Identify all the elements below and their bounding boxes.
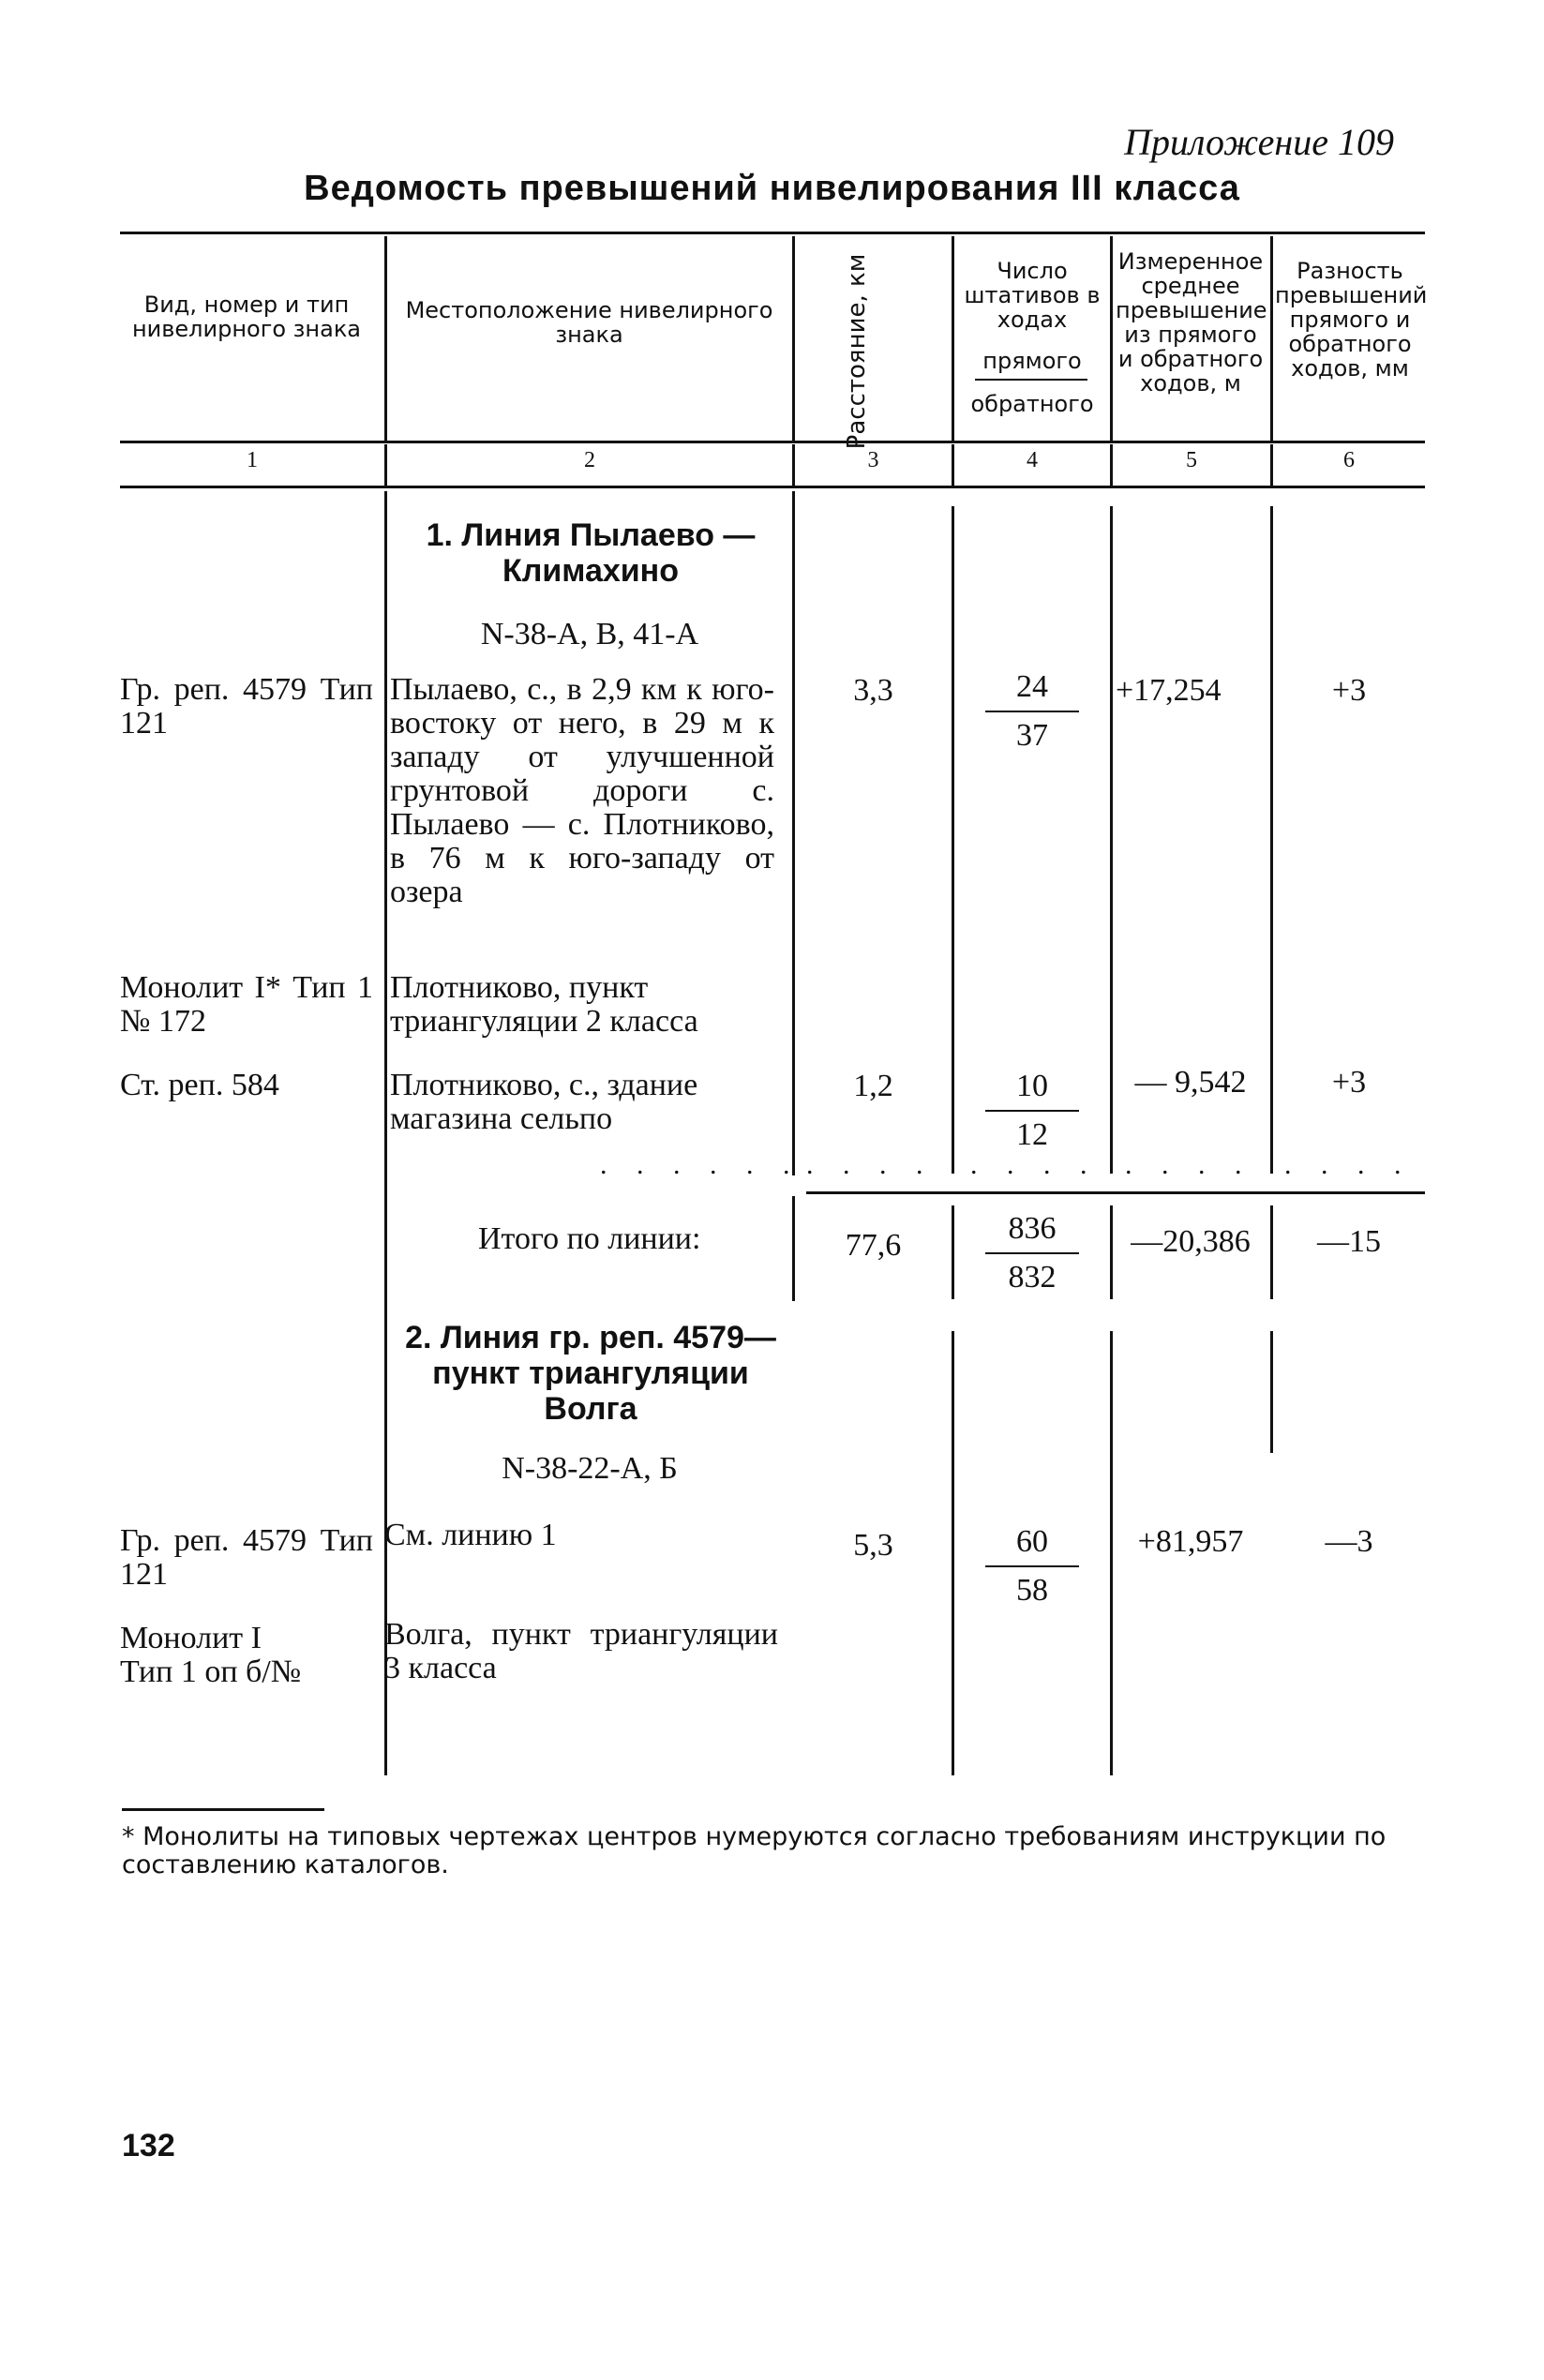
ellipsis-col6: . . . . — [1284, 1149, 1413, 1180]
row1-diff: +3 — [1331, 673, 1367, 708]
body-sep-4a — [1110, 506, 1113, 1174]
header-col4-forward: прямого — [982, 348, 1082, 374]
line1-sheet: N-38-A, B, 41-A — [480, 617, 699, 651]
totals-top-rule — [806, 1191, 1425, 1194]
row3-height: — 9,542 — [1134, 1065, 1247, 1100]
l2row1-forward: 60 — [1016, 1524, 1048, 1559]
header-col6: Разность превышений прямого и обратного ходов, мм — [1275, 258, 1428, 382]
l2row1-diff: —3 — [1325, 1524, 1373, 1559]
row1-height: +17,254 — [1116, 673, 1222, 708]
page-number: 132 — [122, 2128, 175, 2163]
row1-forward: 24 — [1016, 669, 1048, 704]
l2row2-location: Волга, пункт триангуляции 3 класса — [384, 1617, 778, 1685]
row3-setups — [954, 1069, 1110, 1153]
total-fraction-bar — [985, 1252, 1079, 1254]
row3-forward: 10 — [1016, 1069, 1048, 1103]
hdr-sep-3 — [952, 236, 954, 441]
ellipsis-col2: . . . . . . — [600, 1149, 802, 1180]
colnum-3: 3 — [867, 448, 879, 472]
page-title: Ведомость превышений нивелирования III класса — [304, 169, 1240, 208]
row1-back: 37 — [1016, 718, 1048, 753]
hdr-sep-2 — [792, 236, 795, 441]
line2-title: 2. Линия гр. реп. 4579— пункт триангуляции Волга — [405, 1320, 776, 1427]
ellipsis-col4: . . . . — [970, 1149, 1099, 1180]
ellipsis-col5: . . . . — [1125, 1149, 1253, 1180]
row3-sign: Ст. реп. 584 — [120, 1068, 279, 1102]
row3-diff: +3 — [1331, 1065, 1367, 1100]
total-label: Итого по линии: — [478, 1221, 701, 1256]
line1-title: 1. Линия Пылаево — Климахино — [426, 517, 756, 589]
l2row1-sign: Гр. реп. 4579 Тип 121 — [120, 1523, 373, 1592]
total-back: 832 — [1008, 1260, 1057, 1295]
footnote: * Монолиты на типовых чертежах центров нумеруются согласно требованиям инструкции по составлению каталогов. — [122, 1822, 1387, 1879]
row3-distance: 1,2 — [853, 1069, 893, 1103]
header-col2 — [390, 298, 788, 347]
row2-location: Плотниково, пункт триангуляции 2 класса — [390, 970, 698, 1039]
row3-back: 12 — [1016, 1117, 1048, 1152]
body-sep-5c — [1270, 1331, 1273, 1453]
row1-location: Пылаево, с., в 2,9 км к юго-востоку от него, в 29 м к западу от улучшенной грунтовой дороги с. Пылаево — с. Плотниково, в 76 м к юго-западу от озера — [390, 672, 774, 909]
body-sep-1 — [384, 491, 387, 1775]
header-col4-top: Число штативов в ходах — [964, 258, 1101, 333]
row3-fraction-bar — [985, 1110, 1079, 1112]
total-height: —20,386 — [1131, 1224, 1251, 1259]
total-forward: 836 — [1008, 1211, 1057, 1246]
line2-sheet: N-38-22-A, Б — [502, 1451, 678, 1486]
header-col4-back: обратного — [970, 391, 1094, 417]
row1-setups — [954, 669, 1110, 754]
l2row1-fraction-bar — [985, 1565, 1079, 1567]
l2row1-distance: 5,3 — [853, 1528, 893, 1563]
l2row1-back: 58 — [1016, 1573, 1048, 1608]
header-col5: Измеренное среднее превышение из прямого и обратного ходов, м — [1116, 248, 1267, 397]
total-diff: —15 — [1317, 1224, 1381, 1259]
header-col4-bar — [975, 379, 1087, 381]
total-setups — [954, 1211, 1110, 1295]
l2row1-height: +81,957 — [1137, 1524, 1244, 1559]
row3-location: Плотниково, с., здание магазина сельпо — [390, 1068, 698, 1136]
l2row2-sign: Монолит I Тип 1 оп б/№ — [120, 1621, 302, 1689]
row1-sign: Гр. реп. 4579 Тип 121 — [120, 672, 373, 741]
row1-fraction-bar — [985, 711, 1079, 712]
colnum-4: 4 — [1027, 448, 1038, 472]
body-sep-4c — [1110, 1331, 1113, 1775]
colnum-5: 5 — [1186, 448, 1197, 472]
row1-distance: 3,3 — [853, 673, 893, 708]
hdr-sep-5 — [1270, 236, 1273, 441]
colnum-1: 1 — [247, 448, 258, 472]
l2row1-setups — [954, 1524, 1110, 1609]
appendix-label: Приложение 109 — [1124, 121, 1394, 163]
total-distance: 77,6 — [845, 1228, 902, 1263]
header-col1: Вид, номер и тип нивелирного знака — [131, 292, 362, 342]
hdr-sep-4 — [1110, 236, 1113, 441]
colnum-2: 2 — [584, 448, 595, 472]
l2row1-location: См. линию 1 — [384, 1518, 557, 1552]
ellipsis-col3: . . . . — [806, 1149, 935, 1180]
footnote-rule — [122, 1808, 324, 1811]
header-col2-text: Местоположение нивелирного знака — [405, 297, 773, 348]
colnum-bottom-rule — [120, 486, 1425, 488]
header-bottom-rule — [120, 441, 1425, 443]
row2-sign: Монолит I* Тип 1 № 172 — [120, 970, 373, 1039]
header-col3: Расстояние, км — [843, 253, 871, 450]
colnum-6: 6 — [1343, 448, 1355, 472]
body-sep-4b — [1110, 1205, 1113, 1299]
hdr-sep-1 — [384, 236, 387, 441]
table-top-rule — [120, 232, 1425, 234]
